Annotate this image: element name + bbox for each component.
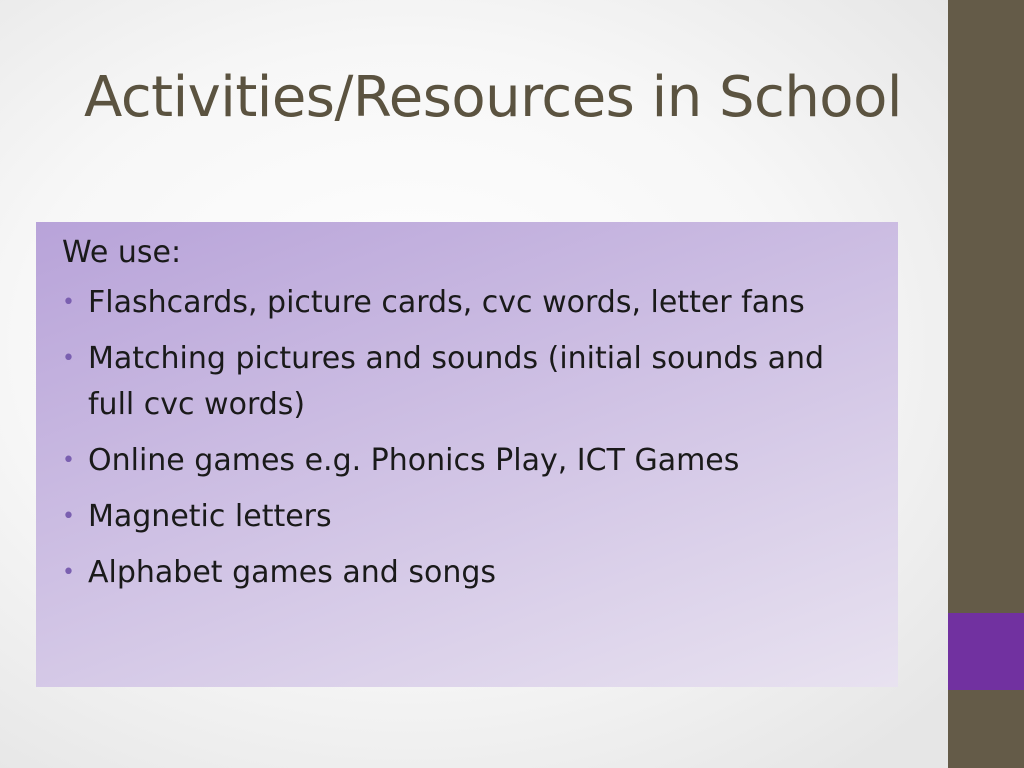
bullet-icon: •	[62, 560, 75, 585]
list-item	[62, 280, 878, 326]
list-item	[62, 494, 878, 540]
bullet-icon: •	[62, 448, 75, 473]
list-item-text: Matching pictures and sounds (initial sounds and full cvc words)	[88, 341, 825, 422]
list-item	[62, 438, 878, 484]
bullet-icon: •	[62, 346, 75, 371]
content-box	[36, 222, 898, 687]
list-item-text: Online games e.g. Phonics Play, ICT Games	[88, 443, 740, 478]
bullet-list	[62, 280, 878, 596]
intro-text: We use:	[62, 235, 182, 270]
bullet-icon: •	[62, 504, 75, 529]
list-item-text: Flashcards, picture cards, cvc words, letter fans	[88, 285, 805, 320]
list-item-text: Magnetic letters	[88, 499, 332, 534]
list-item	[62, 336, 878, 428]
list-item-text: Alphabet games and songs	[88, 555, 497, 590]
side-accent-block	[948, 613, 1024, 690]
bullet-icon: •	[62, 290, 75, 315]
list-item	[62, 550, 878, 596]
slide-title: Activities/Resources in School	[84, 65, 902, 130]
